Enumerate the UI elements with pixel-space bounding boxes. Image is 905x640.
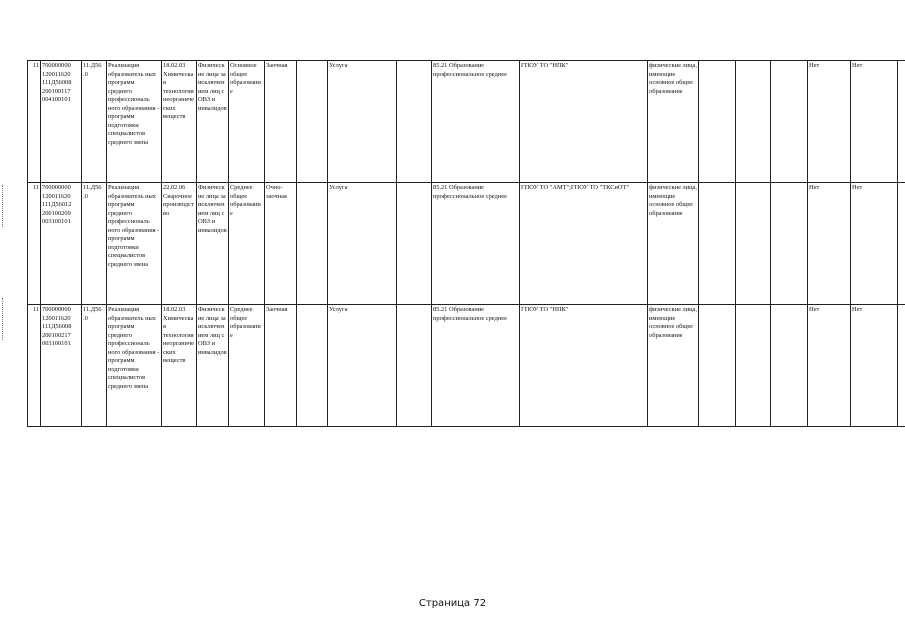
organization-cell: ГПОУ ТО "НПК" bbox=[520, 305, 648, 427]
empty-cell-cell bbox=[898, 183, 905, 305]
education-level-cell: Среднее общее образование bbox=[229, 305, 265, 427]
empty-cell-cell bbox=[397, 183, 432, 305]
empty-cell-cell bbox=[736, 183, 771, 305]
empty-cell-cell bbox=[771, 61, 808, 183]
margin-mark-bottom bbox=[2, 298, 4, 340]
consumer-category-cell: Физические лица за исключением лиц с ОВЗ и инвалидов bbox=[197, 305, 229, 427]
service-type-cell: Услуга bbox=[328, 183, 397, 305]
empty-cell-cell bbox=[771, 305, 808, 427]
service-name-cell: Реализация образователь ных программ среднего профессиональ ного образования - программ подготовки специалистов среднего звена bbox=[107, 61, 162, 183]
education-level-cell: Основное общее образование bbox=[229, 61, 265, 183]
service-name-cell: Реализация образователь ных программ среднего профессиональ ного образования - программ подготовки специалистов среднего звена bbox=[107, 183, 162, 305]
empty-cell-cell bbox=[397, 305, 432, 427]
consumer-category-cell: Физические лица за исключением лиц с ОВЗ и инвалидов bbox=[197, 183, 229, 305]
row-number-cell: 11 bbox=[28, 305, 41, 427]
service-type-cell: Услуга bbox=[328, 61, 397, 183]
paid-flag-cell: Нет bbox=[808, 183, 851, 305]
included-flag-cell: Нет bbox=[851, 183, 898, 305]
service-code-cell: 11.Д56 .0 bbox=[82, 61, 107, 183]
paid-flag-cell: Нет bbox=[808, 305, 851, 427]
empty-cell-cell bbox=[699, 61, 736, 183]
registry-number-cell: 700000000 120011620 111Д56012 200100209 003100101 bbox=[41, 183, 82, 305]
empty-cell-cell bbox=[397, 61, 432, 183]
paid-flag-cell: Нет bbox=[808, 61, 851, 183]
okved-code-cell: 85.21 Образование профессиональное среднее bbox=[432, 183, 520, 305]
organization-cell: ГПОУ ТО "НПК" bbox=[520, 61, 648, 183]
service-type-cell: Услуга bbox=[328, 305, 397, 427]
okved-code-cell: 85.21 Образование профессиональное среднее bbox=[432, 305, 520, 427]
consumers-cell: физические лица, имеющие основное общее образование bbox=[648, 61, 699, 183]
included-flag-cell: Нет bbox=[851, 305, 898, 427]
study-form-cell: Заочная bbox=[265, 305, 297, 427]
services-table bbox=[27, 60, 905, 427]
specialty-cell: 22.02.06 Сварочное производство bbox=[162, 183, 197, 305]
organization-cell: ГПОУ ТО "АМТ";ГПОУ ТО "ТКСиОТ" bbox=[520, 183, 648, 305]
empty-cell-cell bbox=[736, 305, 771, 427]
study-form-cell: Заочная bbox=[265, 61, 297, 183]
service-code-cell: 11.Д56 .0 bbox=[82, 305, 107, 427]
consumer-category-cell: Физические лица за исключением лиц с ОВЗ и инвалидов bbox=[197, 61, 229, 183]
specialty-cell: 18.02.03 Химическая технология неорганических веществ bbox=[162, 305, 197, 427]
registry-number-cell: 700000000 120011620 111Д56008 200100117 004100101 bbox=[41, 61, 82, 183]
service-name-cell: Реализация образователь ных программ среднего профессиональ ного образования - программ подготовки специалистов среднего звена bbox=[107, 305, 162, 427]
table-row bbox=[28, 183, 905, 305]
empty-cell-cell bbox=[736, 61, 771, 183]
empty-cell-cell bbox=[297, 61, 328, 183]
okved-code-cell: 85.21 Образование профессиональное среднее bbox=[432, 61, 520, 183]
specialty-cell: 18.02.03 Химическая технология неорганических веществ bbox=[162, 61, 197, 183]
empty-cell-cell bbox=[699, 183, 736, 305]
empty-cell-cell bbox=[699, 305, 736, 427]
row-number-cell: 11 bbox=[28, 183, 41, 305]
included-flag-cell: Нет bbox=[851, 61, 898, 183]
margin-mark-top bbox=[2, 185, 4, 227]
table-row bbox=[28, 61, 905, 183]
empty-cell-cell bbox=[898, 305, 905, 427]
row-number-cell: 11 bbox=[28, 61, 41, 183]
consumers-cell: физические лица, имеющие основное общее образование bbox=[648, 183, 699, 305]
education-level-cell: Среднее общее образование bbox=[229, 183, 265, 305]
empty-cell-cell bbox=[297, 183, 328, 305]
empty-cell-cell bbox=[898, 61, 905, 183]
empty-cell-cell bbox=[297, 305, 328, 427]
consumers-cell: физические лица, имеющие основное общее образование bbox=[648, 305, 699, 427]
study-form-cell: Очно-заочная bbox=[265, 183, 297, 305]
empty-cell-cell bbox=[771, 183, 808, 305]
registry-number-cell: 700000000 120011620 111Д56008 200100217 003100101 bbox=[41, 305, 82, 427]
service-code-cell: 11.Д56 .0 bbox=[82, 183, 107, 305]
table-row bbox=[28, 305, 905, 427]
page-number: Страница 72 bbox=[418, 598, 487, 609]
